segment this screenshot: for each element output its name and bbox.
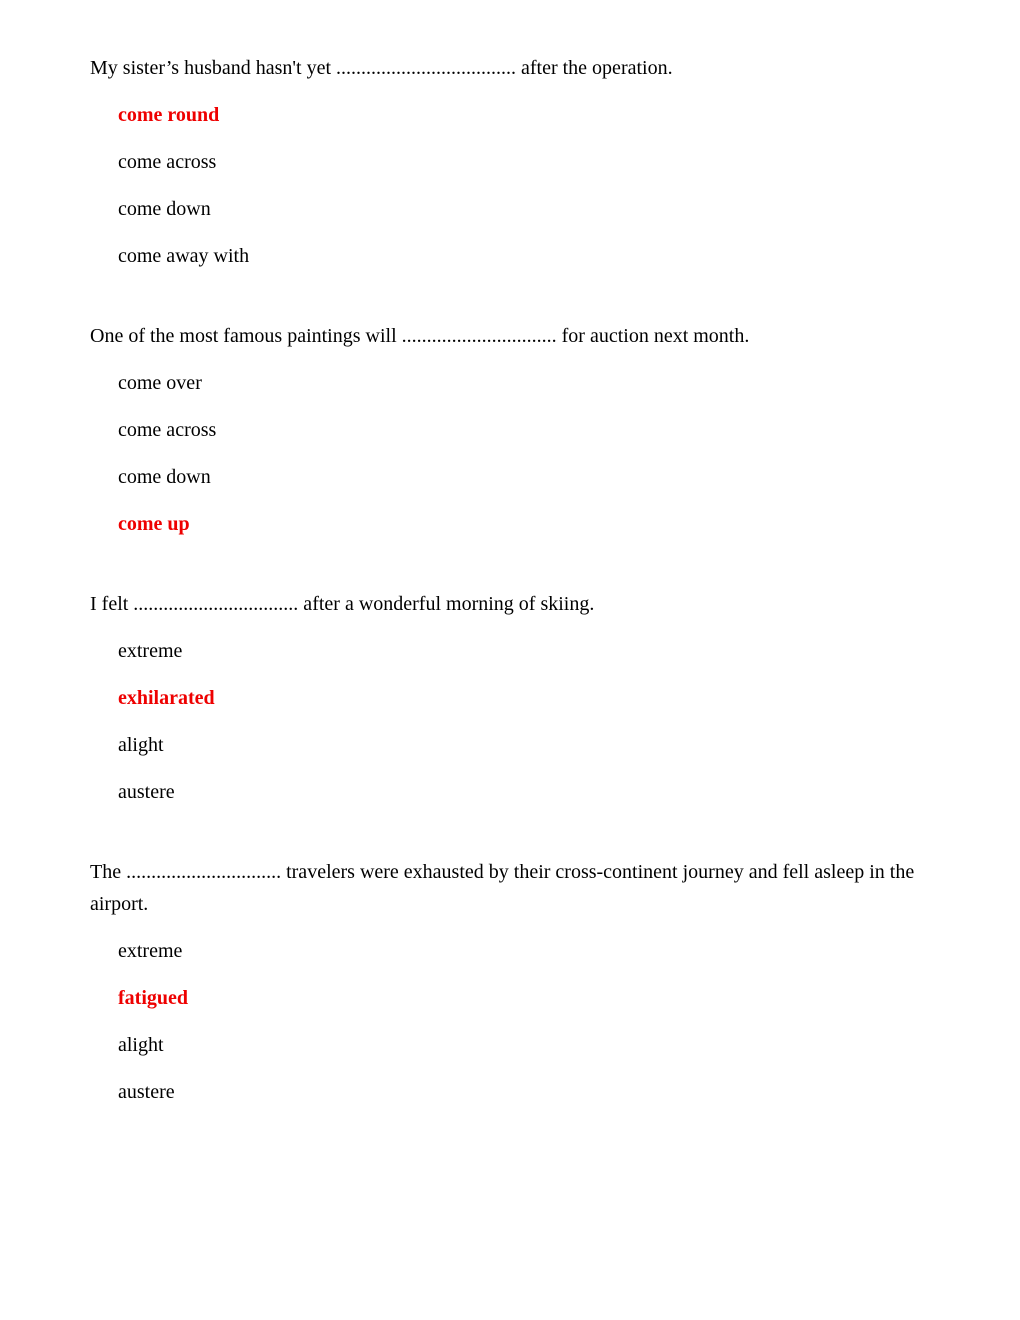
options-list xyxy=(118,367,960,540)
option: austere xyxy=(118,1081,175,1103)
option-correct-answer: exhilarated xyxy=(118,687,215,709)
option: alight xyxy=(118,1034,164,1056)
options-list xyxy=(118,935,960,1108)
question-block-2 xyxy=(90,320,960,540)
option-correct-answer: come round xyxy=(118,104,220,126)
question-text: I felt ................................. after a wonderful morning of skiing. xyxy=(90,593,595,615)
option: extreme xyxy=(118,640,183,662)
option-correct-answer: come up xyxy=(118,513,190,535)
question-block-4 xyxy=(90,856,960,1108)
question-text: The ............................... travelers were exhausted by their cross-continent journey and fell asleep in the airport. xyxy=(90,861,915,915)
option: extreme xyxy=(118,940,183,962)
question-block-3 xyxy=(90,588,960,808)
question-text: My sister’s husband hasn't yet .................................... after the operation. xyxy=(90,57,673,79)
option: come down xyxy=(118,198,211,220)
option: come down xyxy=(118,466,211,488)
question-block-1 xyxy=(90,52,960,272)
question-text: One of the most famous paintings will ............................... for auction next month. xyxy=(90,325,750,347)
option-correct-answer: fatigued xyxy=(118,987,188,1009)
option: come away with xyxy=(118,245,250,267)
option: alight xyxy=(118,734,164,756)
option: come across xyxy=(118,419,217,441)
option: come over xyxy=(118,372,202,394)
option: austere xyxy=(118,781,175,803)
options-list xyxy=(118,99,960,272)
options-list xyxy=(118,635,960,808)
option: come across xyxy=(118,151,217,173)
